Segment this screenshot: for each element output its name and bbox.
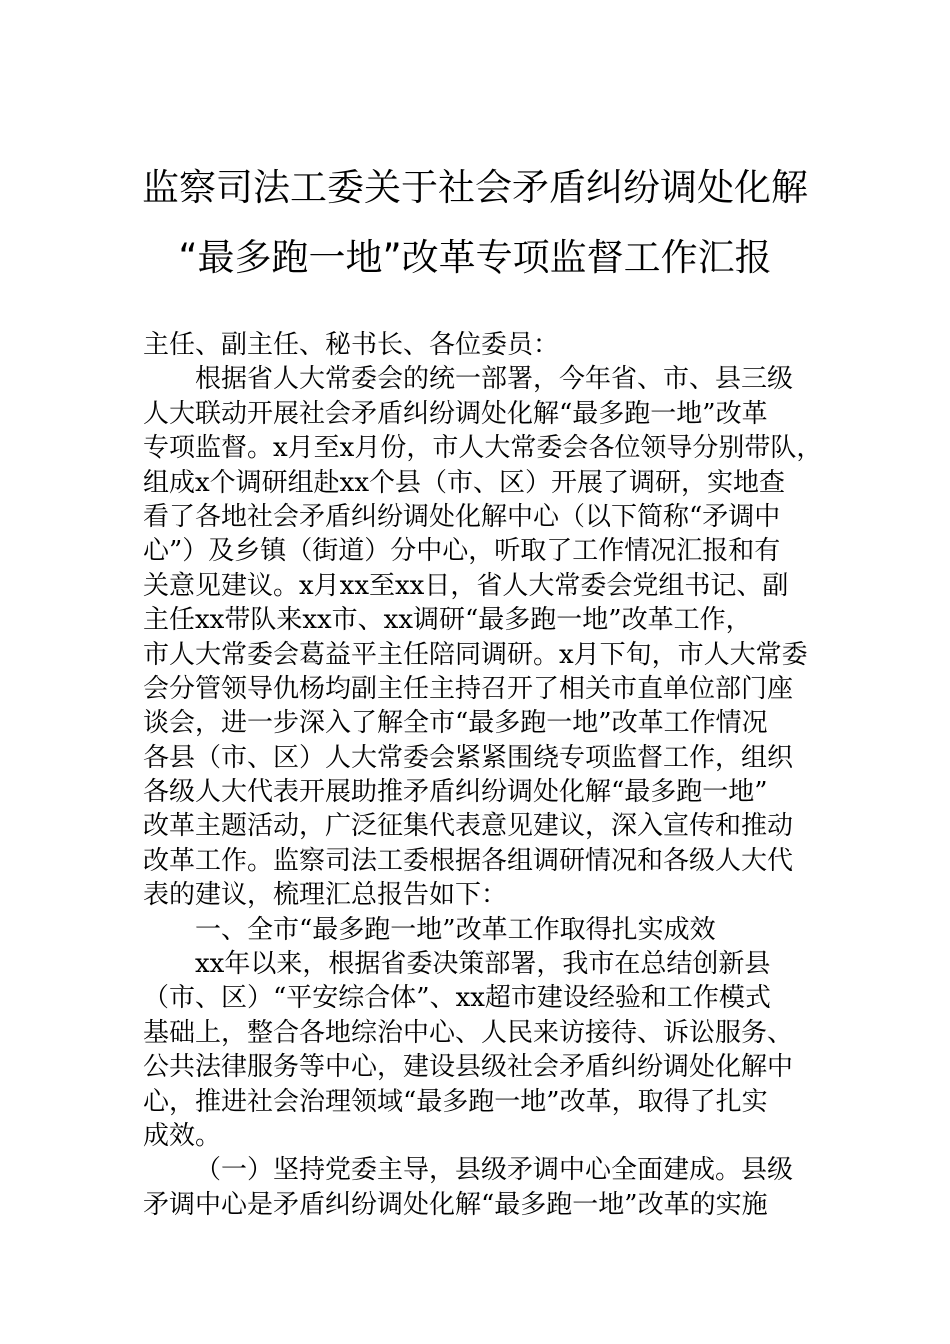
- body-line: 人大联动开展社会矛盾纠纷调处化解“最多跑一地”改革: [143, 398, 768, 429]
- body-line: 矛调中心是矛盾纠纷调处化解“最多跑一地”改革的实施: [143, 1189, 768, 1220]
- document-body: [143, 328, 823, 1222]
- salutation: 主任、副主任、秘书长、各位委员：: [143, 330, 560, 360]
- section-heading: 一、全市“最多跑一地”改革工作取得扎实成效: [195, 914, 716, 945]
- body-line: 公共法律服务等中心，建设县级社会矛盾纠纷调处化解中: [143, 1052, 794, 1083]
- body-line: 市人大常委会葛益平主任陪同调研。x月下旬，市人大常委: [143, 639, 808, 670]
- body-line: 会分管领导仇杨均副主任主持召开了相关市直单位部门座: [143, 673, 794, 704]
- body-line: 基础上，整合各地综治中心、人民来访接待、诉讼服务、: [143, 1017, 794, 1048]
- body-line: 表的建议，梳理汇总报告如下：: [143, 880, 508, 911]
- body-line: 关意见建议。x月xx至xx日，省人大常委会党组书记、副: [143, 570, 789, 601]
- body-line: 心”）及乡镇（街道）分中心，听取了工作情况汇报和有: [143, 536, 781, 567]
- body-line: 改革工作。监察司法工委根据各组调研情况和各级人大代: [143, 845, 794, 876]
- subsection-heading: （一）坚持党委主导，县级矛调中心全面建成。县级: [195, 1155, 794, 1186]
- body-line: 根据省人大常委会的统一部署，今年省、市、县三级: [195, 364, 794, 395]
- body-line: 专项监督。x月至x月份，市人大常委会各位领导分别带队，: [143, 433, 823, 464]
- document-title-line-1: 监察司法工委关于社会矛盾纠纷调处化解: [142, 166, 808, 209]
- body-line: 心，推进社会治理领域“最多跑一地”改革，取得了扎实: [143, 1086, 768, 1117]
- body-line: xx年以来，根据省委决策部署，我市在总结创新县: [195, 949, 771, 980]
- document-title-line-2: “最多跑一地”改革专项监督工作汇报: [178, 236, 772, 279]
- body-line: 改革主题活动，广泛征集代表意见建议，深入宣传和推动: [143, 811, 794, 842]
- body-line: 主任xx带队来xx市、xx调研“最多跑一地”改革工作，: [143, 605, 752, 636]
- body-line: 谈会，进一步深入了解全市“最多跑一地”改革工作情况: [143, 708, 768, 739]
- body-line: 成效。: [143, 1120, 222, 1151]
- body-line: 各县（市、区）人大常委会紧紧围绕专项监督工作，组织: [143, 742, 794, 773]
- body-line: 各级人大代表开展助推矛盾纠纷调处化解“最多跑一地”: [143, 777, 768, 808]
- body-line: 看了各地社会矛盾纠纷调处化解中心（以下简称“矛调中: [143, 501, 781, 532]
- body-line: （市、区）“平安综合体”、xx超市建设经验和工作模式: [143, 983, 771, 1014]
- body-line: 组成x个调研组赴xx个县（市、区）开展了调研，实地查: [143, 467, 785, 498]
